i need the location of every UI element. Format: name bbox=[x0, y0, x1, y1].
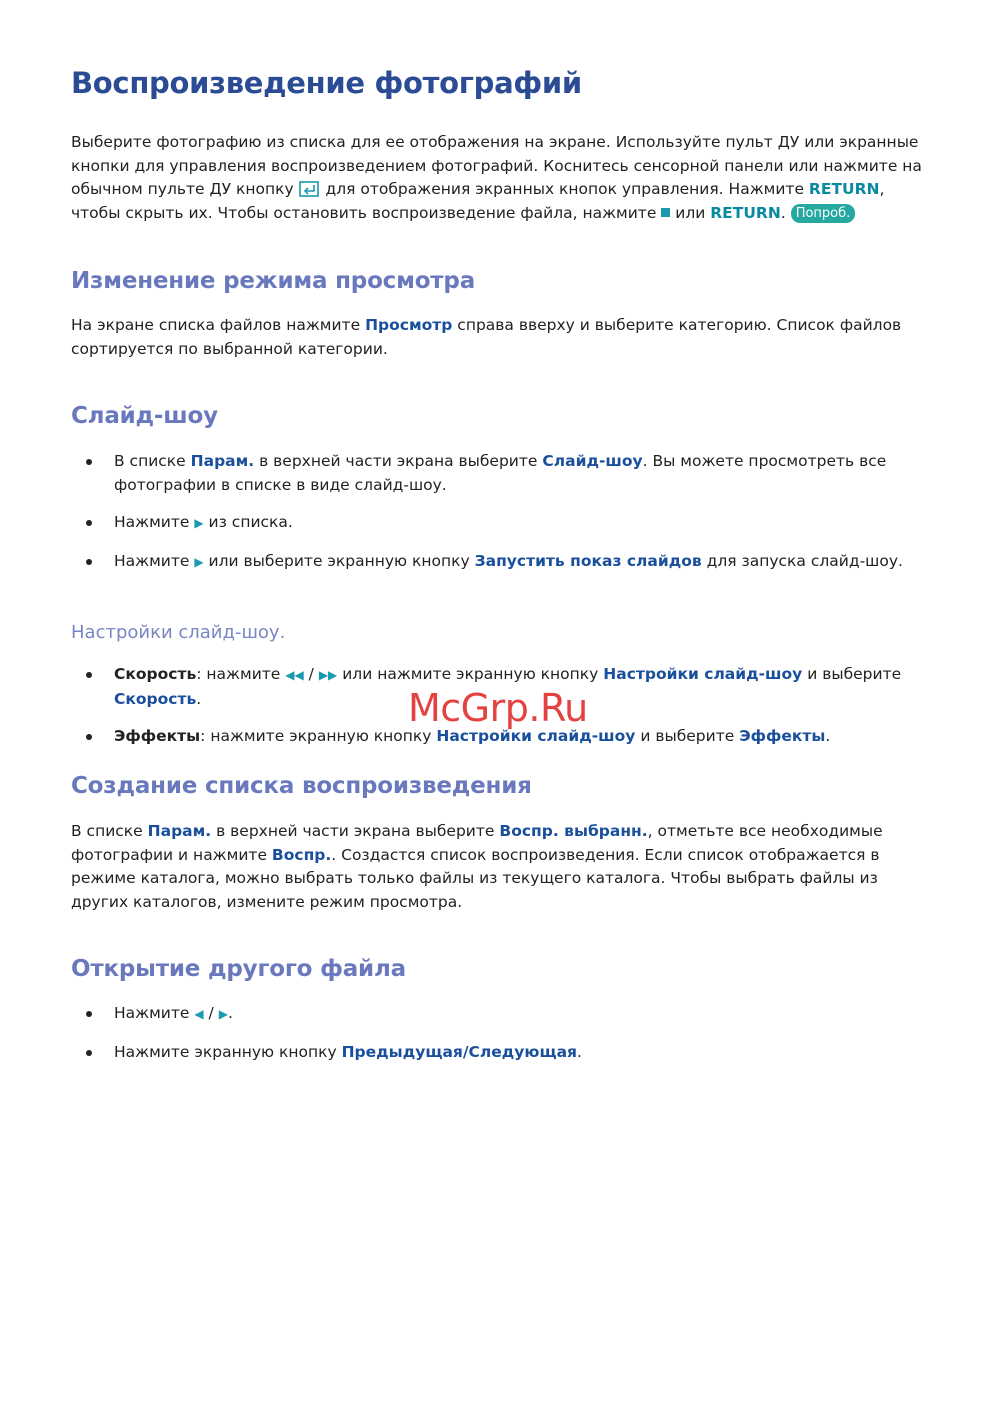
bullet-icon bbox=[86, 734, 92, 740]
watermark: McGrp.Ru bbox=[408, 686, 588, 730]
section-heading-playlist: Создание списка воспроизведения bbox=[71, 773, 532, 799]
other-file-list bbox=[71, 1002, 933, 1078]
play-icon: ▶ bbox=[194, 554, 204, 569]
right-arrow-icon: ▶ bbox=[218, 1007, 228, 1021]
list-item: В списке Парам. в верхней части экрана выберите Слайд-шоу. Вы можете просмотреть все фотографии в списке в виде слайд-шоу. bbox=[71, 450, 933, 497]
list-item: Скорость: нажмите ◀◀ / ▶▶ или нажмите экранную кнопку Настройки слайд-шоу и выберите Скорость. bbox=[71, 663, 933, 711]
bullet-icon bbox=[86, 559, 92, 565]
section-heading-slideshow: Слайд-шоу bbox=[71, 403, 218, 429]
bullet-icon bbox=[86, 1011, 92, 1017]
intro-paragraph: Выберите фотографию из списка для ее отображения на экране. Используйте пульт ДУ или экранные кнопки для управления воспроизведением фотографий. Коснитесь сенсорной панели или нажмите на обычном пульте ДУ кнопку для отображения экранных кнопок управления. Нажмите RETURN, чтобы скрыть их. Чтобы остановить воспроизведение файла, нажмите или RETURN. Попроб. bbox=[71, 133, 922, 222]
list-item: Нажмите ▶ из списка. bbox=[71, 511, 933, 536]
slideshow-list bbox=[71, 450, 933, 588]
play-icon: ▶ bbox=[194, 516, 204, 531]
bullet-icon bbox=[86, 459, 92, 465]
bullet-icon bbox=[86, 672, 92, 678]
bullet-icon bbox=[86, 520, 92, 526]
fast-forward-icon: ▶▶ bbox=[318, 668, 338, 682]
view-link: Просмотр bbox=[365, 316, 453, 334]
enter-icon bbox=[299, 181, 321, 197]
list-item: Эффекты: нажмите экранную кнопку Настройки слайд-шоу и выберите Эффекты. bbox=[71, 725, 933, 749]
list-item: Нажмите ▶ или выберите экранную кнопку Запустить показ слайдов для запуска слайд-шоу. bbox=[71, 550, 933, 575]
playlist-paragraph: В списке Парам. в верхней части экрана выберите Воспр. выбранн., отметьте все необходимые фотографии и нажмите Воспр.. Создастся список воспроизведения. Если список отображается в режиме каталога, можно выбрать только файлы из текущего каталога. Чтобы выбрать файлы из других каталогов, измените режим просмотра. bbox=[71, 822, 883, 911]
page-title: Воспроизведение фотографий bbox=[71, 66, 582, 100]
left-arrow-icon: ◀ bbox=[194, 1007, 204, 1021]
return-key-label: RETURN bbox=[808, 180, 880, 199]
view-mode-paragraph: На экране списка файлов нажмите Просмотр справа вверху и выберите категорию. Список файлов сортируется по выбранной категории. bbox=[71, 316, 902, 358]
section-heading-view-mode: Изменение режима просмотра bbox=[71, 268, 476, 294]
try-now-button[interactable]: Попроб. bbox=[791, 204, 856, 223]
bullet-icon bbox=[86, 1050, 92, 1056]
list-item: Нажмите экранную кнопку Предыдущая/Следующая. bbox=[71, 1041, 933, 1065]
list-item: Нажмите ◀ / ▶. bbox=[71, 1002, 933, 1027]
rewind-icon: ◀◀ bbox=[285, 668, 304, 682]
section-heading-other-file: Открытие другого файла bbox=[71, 956, 406, 982]
stop-icon bbox=[661, 208, 670, 217]
return-key-label: RETURN bbox=[710, 203, 781, 222]
subsection-heading-slideshow-settings: Настройки слайд-шоу. bbox=[71, 622, 286, 643]
